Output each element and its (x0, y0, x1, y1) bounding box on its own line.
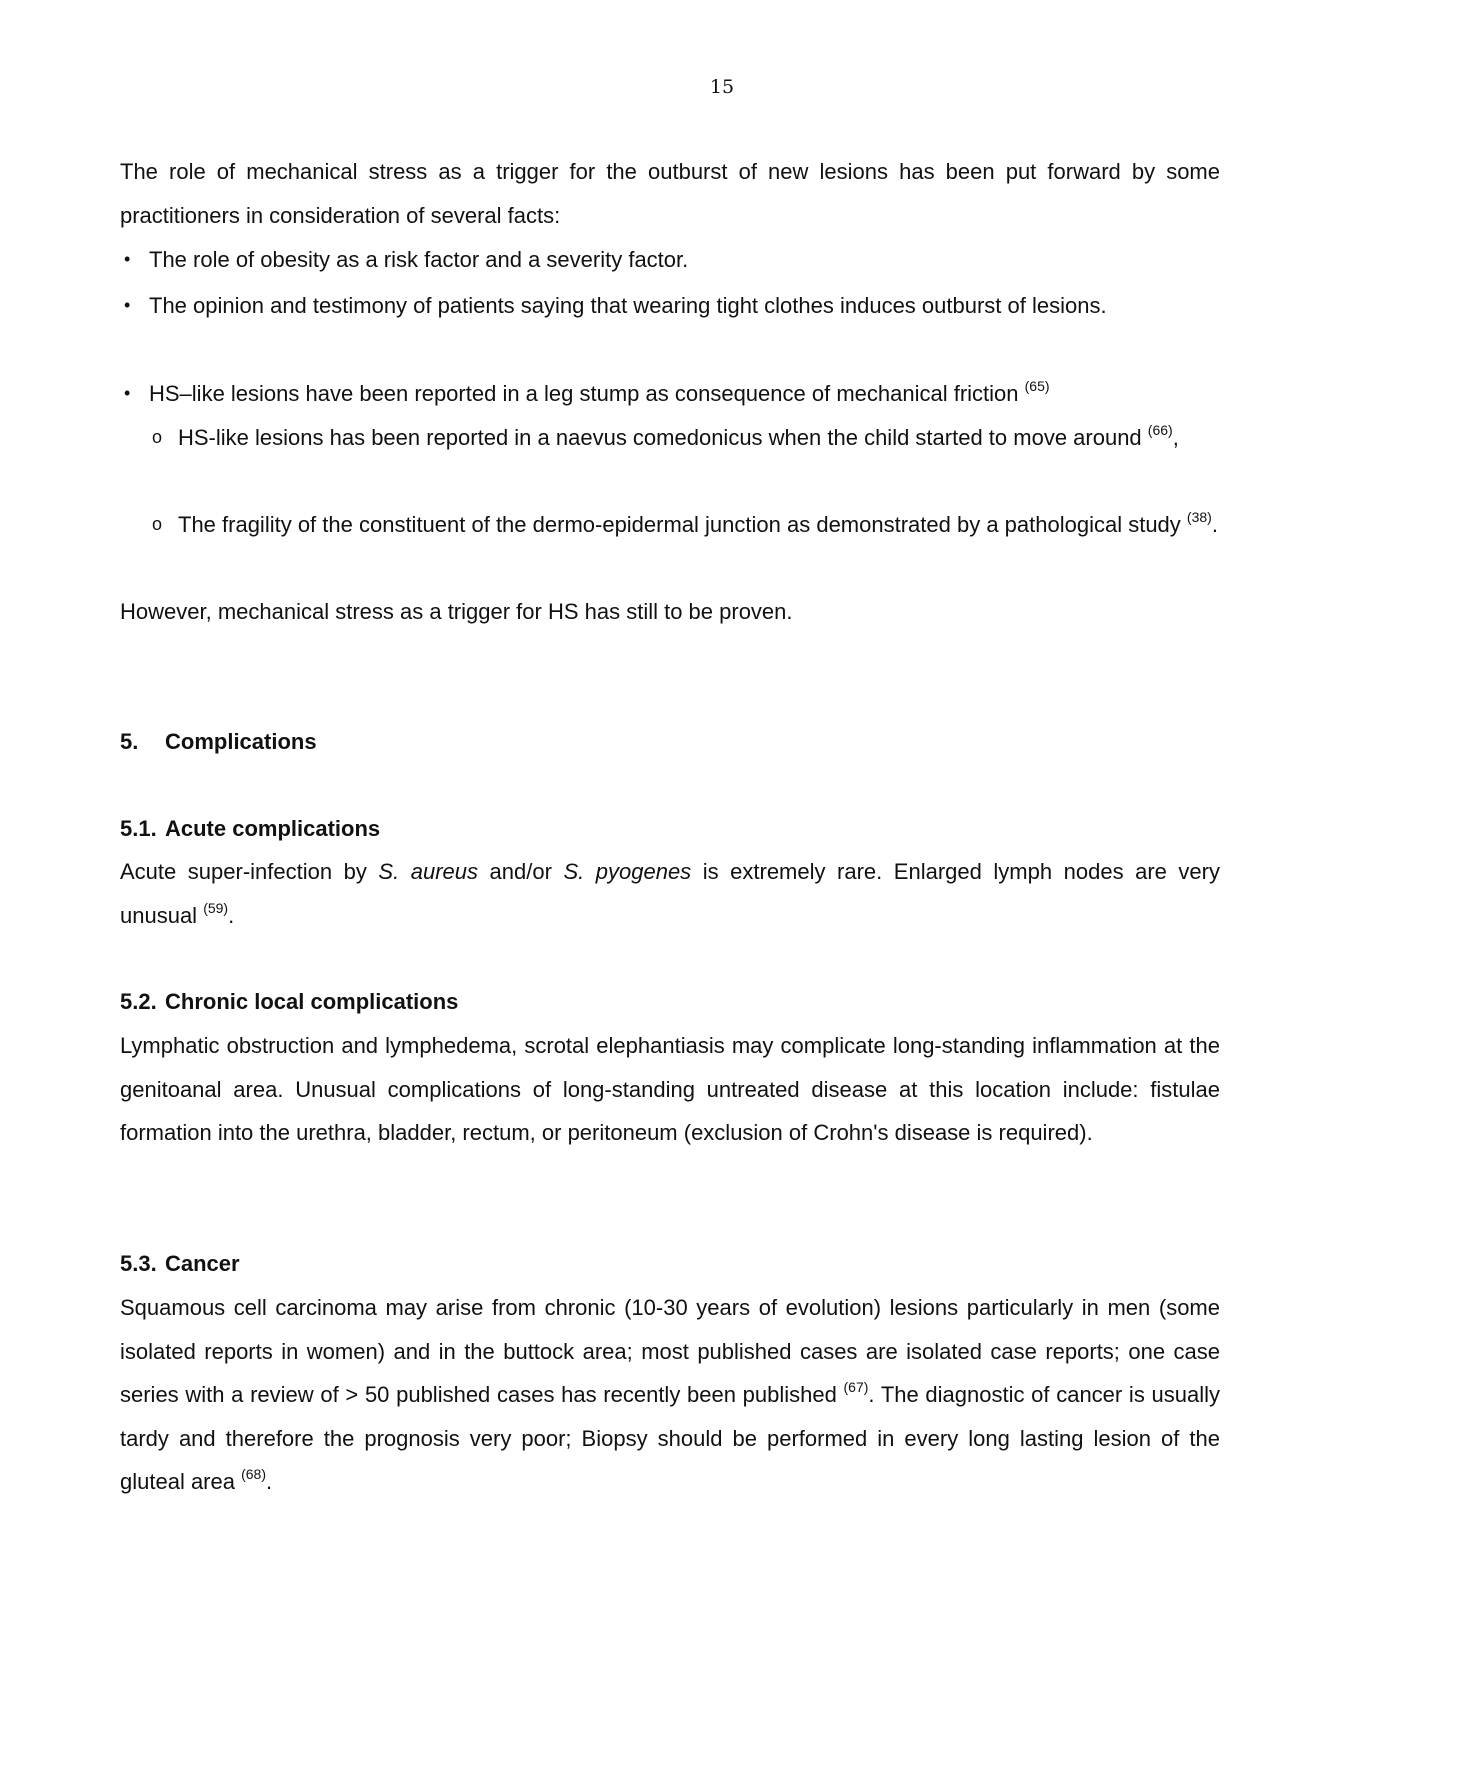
subsection-title: Acute complications (165, 816, 381, 841)
bullet-text: The role of obesity as a risk factor and a severity factor. (149, 247, 689, 272)
citation: (67) (843, 1379, 869, 1396)
subsection-number: 5.3. (120, 1251, 157, 1276)
subsection-heading-5-3 (120, 1242, 1220, 1286)
subsection-heading-5-1 (120, 807, 1220, 851)
punctuation: , (1172, 425, 1179, 450)
text: Acute super-infection by (120, 859, 379, 884)
sub-bullet-item (120, 503, 1220, 547)
intro-paragraph: The role of mechanical stress as a trigger for the outburst of new lesions has been put forward by some practitioners in consideration of several facts: (120, 159, 1220, 228)
bullet-item (120, 238, 1220, 282)
sub-bullet-text: HS-like lesions has been reported in a naevus comedonicus when the child started to move around (178, 425, 1148, 450)
species-name: S. pyogenes (563, 859, 692, 884)
bullet-marker: • (124, 383, 131, 403)
bullet-item (120, 284, 1220, 328)
text: is extremely rare. Enlarged lymph nodes are very unusual (120, 859, 1220, 928)
subsection-title: Chronic local complications (165, 989, 459, 1014)
chronic-complications-paragraph: Lymphatic obstruction and lymphedema, scrotal elephantiasis may complicate long-standing inflammation at the genitoanal area. Unusual complications of long-standing untreated disease at this location include: fistulae formation into the urethra, bladder, rectum, or peritoneum (exclusion of Crohn's disease is required). (120, 1033, 1220, 1146)
species-name: S. aureus (378, 859, 478, 884)
citation: (66) (1147, 422, 1173, 438)
sub-bullet-marker: o (152, 514, 163, 534)
citation: (65) (1024, 378, 1050, 394)
punctuation: . (1211, 512, 1218, 537)
subsection-number: 5.1. (120, 816, 157, 841)
section-title: Complications (165, 729, 317, 754)
acute-complications-paragraph (120, 850, 1220, 937)
text: . The diagnostic of cancer is usually tardy and therefore the prognosis very poor; Biopsy should be performed in every long lasting lesion of the gluteal area (120, 1382, 1220, 1495)
punctuation: . (266, 1469, 273, 1495)
text: and/or (478, 859, 564, 884)
text: Squamous cell carcinoma may arise from chronic (10-30 years of evolution) lesions particularly in men (some isolated reports in women) and in the buttock area; most published cases are isolated case reports; one case series with a review of > 50 published cases has recently been published (120, 1295, 1220, 1408)
citation: (38) (1186, 509, 1212, 525)
subsection-number: 5.2. (120, 989, 157, 1014)
sub-bullet-text: The fragility of the constituent of the dermo-epidermal junction as demonstrated by a pathological study (178, 512, 1187, 537)
citation: (68) (241, 1466, 266, 1483)
bullet-text: HS–like lesions have been reported in a leg stump as consequence of mechanical friction (149, 381, 1025, 406)
bullet-item (120, 372, 1220, 416)
section-heading (120, 720, 1220, 764)
sub-bullet-marker: o (152, 427, 163, 447)
bullet-text: The opinion and testimony of patients saying that wearing tight clothes induces outburst of lesions. (149, 293, 1107, 318)
conclusion-paragraph: However, mechanical stress as a trigger for HS has still to be proven. (120, 599, 793, 624)
sub-bullet-item (120, 416, 1220, 460)
section-number: 5. (120, 729, 139, 754)
subsection-title: Cancer (165, 1251, 240, 1276)
bullet-marker: • (124, 295, 131, 315)
bullet-marker: • (124, 249, 131, 269)
subsection-heading-5-2 (120, 980, 1220, 1024)
punctuation: . (228, 902, 235, 928)
page-number: 15 (709, 76, 735, 98)
citation: (59) (203, 899, 229, 916)
cancer-paragraph (120, 1286, 1220, 1504)
